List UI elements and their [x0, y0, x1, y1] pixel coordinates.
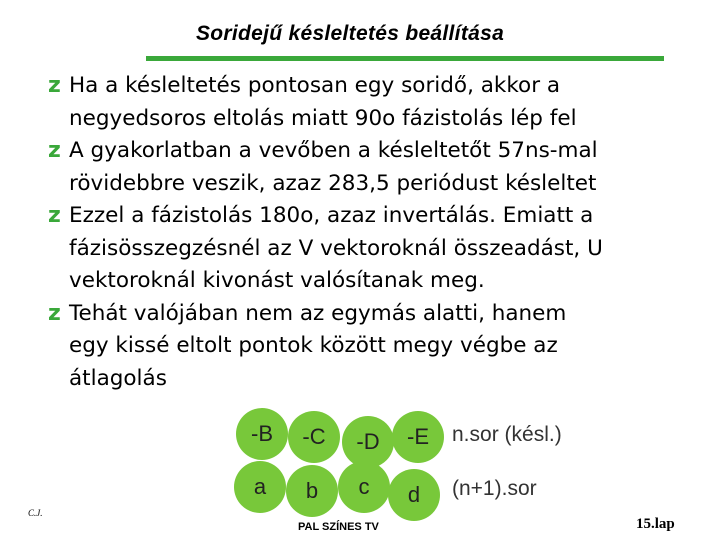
- bullet-line: A gyakorlatban a vevőben a késleltetőt 57ns-mal: [69, 138, 598, 163]
- bullet-line: Ezzel a fázistolás 180o, azaz invertálás. Emiatt a: [69, 203, 594, 228]
- bullet-line: Ha a késleltetés pontosan egy soridő, akkor a: [69, 73, 561, 98]
- bullet-item: [48, 200, 708, 298]
- circle-top-b: -B: [236, 408, 288, 460]
- top-row-label: n.sor (késl.): [452, 423, 562, 446]
- circle-bottom-b: b: [286, 465, 338, 517]
- circle-bottom-d: d: [388, 469, 440, 521]
- bullet-item: [48, 298, 708, 396]
- circle-top-d: -D: [342, 416, 394, 468]
- bullet-list: [48, 70, 708, 395]
- bullet-marker-icon: z: [48, 203, 61, 228]
- bullet-line: negyedsoros eltolás miatt 90o fázistolás lép fel: [69, 105, 577, 131]
- bullet-line: vektoroknál kivonást valósítanak meg.: [69, 268, 485, 293]
- bullet-line: egy kissé eltolt pontok között megy végbe az: [69, 333, 558, 358]
- bottom-row-label: (n+1).sor: [452, 477, 537, 500]
- bullet-line: Tehát valójában nem az egymás alatti, hanem: [69, 300, 567, 326]
- line-averaging-diagram: [230, 405, 610, 515]
- bullet-item: [48, 135, 708, 200]
- bullet-line: átlagolás: [69, 365, 167, 391]
- page-number: 15.lap: [636, 516, 675, 532]
- bullet-marker-icon: z: [48, 73, 61, 98]
- bullet-line: fázisösszegzésnél az V vektoroknál összeadást, U: [69, 235, 603, 261]
- circle-top-e: -E: [392, 411, 444, 463]
- bullet-line: rövidebbre veszik, azaz 283,5 periódust késleltet: [69, 170, 597, 196]
- slide-title: Soridejű késleltetés beállítása: [195, 22, 505, 45]
- circle-bottom-c: c: [338, 461, 390, 513]
- footer-course-title: PAL SZÍNES TV: [298, 521, 379, 533]
- author-initials: C.J.: [28, 508, 43, 518]
- title-underline: [146, 56, 664, 61]
- circle-bottom-a: a: [234, 461, 286, 513]
- bullet-marker-icon: z: [48, 138, 61, 163]
- circle-top-c: -C: [288, 411, 340, 463]
- bullet-item: [48, 70, 708, 135]
- bullet-marker-icon: z: [48, 300, 61, 326]
